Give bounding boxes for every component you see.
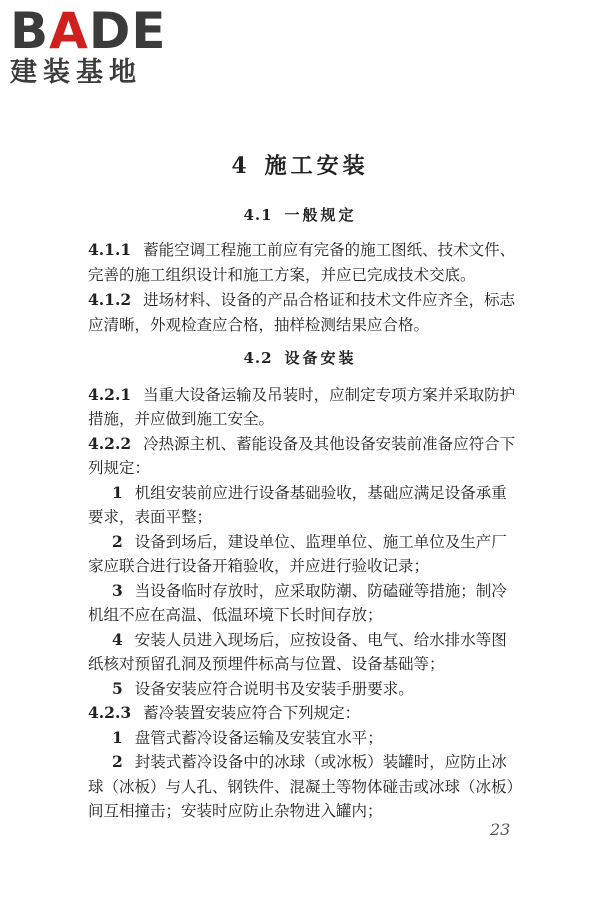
chapter-title-text: 施工安装 (264, 153, 369, 179)
clause-line: 完善的施工组织设计和施工方案，并应已完成技术交底。 (88, 266, 476, 284)
list-item-line: 间互相撞击；安装时应防止杂物进入罐内； (88, 802, 383, 820)
clause-line: 列规定： (88, 459, 151, 477)
list-item-line: 家应联合进行设备开箱验收，并应进行验收记录； (88, 557, 430, 575)
list-item-line: 纸核对预留孔洞及预埋件标高与位置、设备基础等； (88, 655, 445, 673)
section-heading: 4.1 一般规定 (243, 206, 357, 224)
clause-line: 措施，并应做到施工安全。 (88, 410, 275, 428)
chapter-number: 4 (231, 153, 251, 179)
list-item-line: 4 安装人员进入现场后，应按设备、电气、给水排水等图 (112, 630, 507, 649)
clause-line: 4.1.1 蓄能空调工程施工前应有完备的施工图纸、技术文件、 (88, 240, 516, 259)
chapter-title (0, 152, 600, 180)
clause-line: 4.1.2 进场材料、设备的产品合格证和技术文件应齐全，标志 (88, 290, 516, 309)
list-item-line: 1 盘管式蓄冷设备运输及安装宜水平； (112, 728, 383, 747)
list-item-line: 3 当设备临时存放时，应采取防潮、防磕碰等措施；制冷 (112, 581, 507, 600)
logo-subtitle: 建装基地 (10, 57, 142, 88)
list-item-line: 5 设备安装应符合说明书及安装手册要求。 (112, 679, 414, 698)
clause-line: 4.2.1 当重大设备运输及吊装时，应制定专项方案并采取防护 (88, 385, 516, 404)
list-item-line: 要求，表面平整； (88, 508, 213, 526)
clause-line: 4.2.3 蓄冷装置安装应符合下列规定： (88, 703, 361, 722)
section-heading: 4.2 设备安装 (243, 349, 357, 367)
list-item-line: 1 机组安装前应进行设备基础验收，基础应满足设备承重 (112, 483, 507, 502)
bade-logo (10, 2, 180, 88)
list-item-line: 2 设备到场后，建设单位、监理单位、施工单位及生产厂 (112, 532, 507, 551)
page-number: 23 (490, 820, 511, 839)
list-item-line: 球（冰板）与人孔、钢铁件、混凝土等物体碰击或冰球（冰板） (88, 778, 523, 796)
list-item-line: 机组不应在高温、低温环境下长时间存放； (88, 606, 383, 624)
clause-line: 4.2.2 冷热源主机、蓄能设备及其他设备安装前准备应符合下 (88, 434, 516, 453)
clause-line: 应清晰，外观检查应合格，抽样检测结果应合格。 (88, 316, 430, 334)
list-item-line: 2 封装式蓄冷设备中的冰球（或冰板）装罐时，应防止冰 (112, 752, 507, 771)
logo-wordmark: BADE (10, 2, 167, 60)
